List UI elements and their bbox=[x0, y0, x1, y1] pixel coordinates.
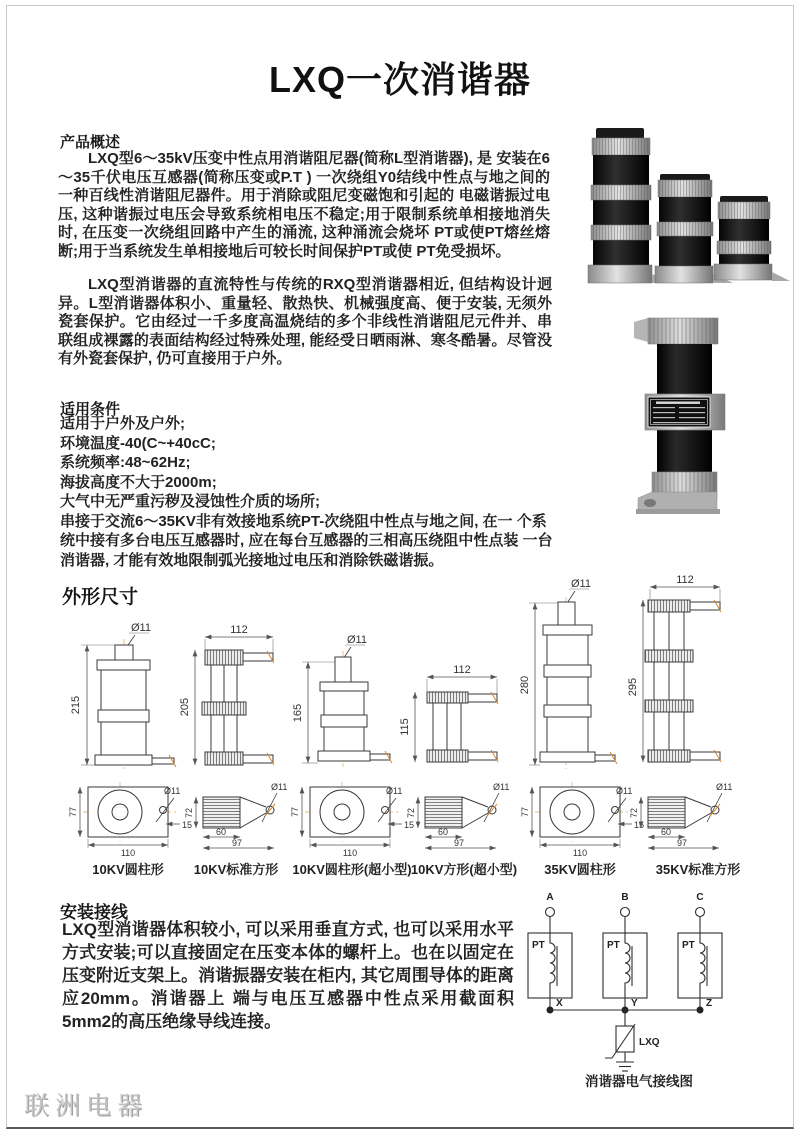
overview-paragraph-2: LXQ型消谐器的直流特性与传统的RXQ型消谐器相近, 但结构设计迥 异。L型消谐器体积小、重量轻、散热快、机械强度高、便于安装, 无须外瓷套保护。它由经过一千多度高温烧结的多个非线性消谐阻尼元件并、串联组成裸露的表面结构经过特殊处理, 能经受日晒雨淋、寒冬酷暑。尽管没有外瓷套保护, 仍可直接用于户外。 bbox=[58, 276, 552, 368]
dim-label-hole: Ø11 bbox=[616, 786, 633, 796]
drawing-caption: 35KV标准方形 bbox=[655, 862, 741, 877]
dim-label-hole: Ø11 bbox=[493, 782, 510, 792]
dim-label-width-inner: 60 bbox=[437, 827, 449, 837]
dim-label-offset: 15 bbox=[182, 820, 193, 830]
dim-label-width-outer: 97 bbox=[231, 838, 243, 848]
dim-label-width: 112 bbox=[676, 574, 694, 586]
drawing-caption: 10KV标准方形 bbox=[193, 862, 279, 877]
dim-label-width-inner: 60 bbox=[660, 827, 672, 837]
drawing-caption: 10KV圆柱形 bbox=[92, 862, 164, 877]
cylinder-small bbox=[714, 196, 790, 281]
watermark: 联洲电器 bbox=[24, 1092, 149, 1120]
pt-label: PT bbox=[607, 940, 620, 951]
drawing-side-view-square-10kv bbox=[184, 782, 287, 848]
condition-item: 适用于户外及户外; bbox=[60, 415, 185, 432]
dim-label-hole: Ø11 bbox=[716, 782, 733, 792]
drawing-side-view-square-10kv-mini bbox=[406, 782, 509, 848]
dim-label-hole: Ø11 bbox=[131, 622, 151, 634]
mount-ear bbox=[634, 318, 648, 342]
dim-label-width: 110 bbox=[120, 848, 136, 858]
condition-item: 串接于交流6～35KV非有效接地系统PT-次绕阻中性点与地之间, 在一 个系统中接有多台电压互感器时, 应在每台互感器的三相高压绕阻中性点装 一台消谐器, 才能有效地限制弧光接地过电压和消除铁磁谐振。 bbox=[60, 512, 553, 569]
dim-label-hole: Ø11 bbox=[347, 634, 367, 646]
dim-label-height: 295 bbox=[627, 677, 639, 697]
dim-label-width-outer: 97 bbox=[676, 838, 688, 848]
dim-label-height: 72 bbox=[629, 807, 639, 819]
phase-label: B bbox=[621, 892, 629, 903]
dim-label-hole: Ø11 bbox=[571, 578, 591, 590]
dim-label-height: 77 bbox=[520, 806, 530, 818]
drawing-side-205 bbox=[179, 624, 274, 765]
dim-label-height: 72 bbox=[184, 807, 194, 819]
condition-item: 环境温度-40(C~+40cC; bbox=[60, 434, 216, 452]
condition-item: 海拔高度不大于2000m; bbox=[60, 473, 217, 491]
condition-item: 大气中无严重污秽及浸蚀性介质的场所; bbox=[60, 493, 320, 510]
drawing-side-view-square-35kv bbox=[629, 782, 732, 848]
drawing-front-215 bbox=[70, 622, 176, 769]
drawing-top-view-cylindrical-10kv bbox=[68, 782, 192, 858]
drawing-top-view-cylindrical-35kv bbox=[520, 782, 644, 858]
phase-b-branch bbox=[603, 892, 647, 1014]
node-label: X bbox=[556, 998, 563, 1009]
drawing-front-165 bbox=[292, 634, 392, 767]
dimension-drawings-row2 bbox=[40, 780, 795, 880]
dim-label-hole: Ø11 bbox=[271, 782, 288, 792]
dim-label-height: 72 bbox=[406, 807, 416, 819]
dim-label-height: 77 bbox=[68, 806, 78, 818]
pt-label: PT bbox=[532, 940, 545, 951]
dimensions-heading: 外形尺寸 bbox=[62, 587, 139, 608]
dim-label-height: 165 bbox=[292, 703, 304, 723]
product-photo-single-unit bbox=[620, 310, 750, 530]
ground-symbol bbox=[616, 1052, 634, 1071]
dim-label-width: 110 bbox=[342, 848, 358, 858]
page-title: LXQ一次消谐器 bbox=[268, 59, 531, 100]
drawing-caption: 10KV方形(超小型) bbox=[410, 862, 518, 877]
dim-label-offset: 15 bbox=[404, 820, 415, 830]
device-label: LXQ bbox=[639, 1037, 660, 1048]
dim-label-height: 205 bbox=[179, 697, 191, 717]
node-label: Y bbox=[631, 998, 638, 1009]
product-photo-three-cylinders bbox=[562, 122, 794, 294]
phase-a-branch bbox=[528, 892, 572, 1014]
dim-label-width-outer: 97 bbox=[453, 838, 465, 848]
dim-label-width: 112 bbox=[230, 624, 248, 636]
dimension-drawings-row1 bbox=[35, 575, 795, 785]
pt-label: PT bbox=[682, 940, 695, 951]
phase-label: A bbox=[546, 892, 554, 903]
dim-label-width: 110 bbox=[572, 848, 588, 858]
dim-label-height: 280 bbox=[519, 675, 531, 695]
drawing-caption: 10KV圆柱形(超小型) bbox=[292, 862, 412, 877]
drawing-front-280 bbox=[519, 578, 617, 769]
dim-label-hole: Ø11 bbox=[164, 786, 181, 796]
drawing-side-295 bbox=[627, 574, 721, 762]
dim-label-width-inner: 60 bbox=[215, 827, 227, 837]
overview-paragraph-1: LXQ型6～35kV压变中性点用消谐阻尼器(简称L型消谐器), 是 安装在6～35千伏电压互感器(简称压变或P.T ) 一次绕组Y0结线中性点与地之间的一种百线性消谐阻尼器件。用于消除或阻尼变磁饱和引起的 电磁谐振过电压, 这种谐振过电压会导致系统相电压不稳定;用于限制系统单相接地消失时, 在压变一次绕组回路中产生的涌流, 这种涌流会烧坏 PT或使PT熔丝熔断;用于当系统发生单相接地后可较长时间保护PT或使 PT免受损坏。 bbox=[58, 150, 550, 260]
wiring-diagram bbox=[505, 888, 795, 1088]
dim-label-height: 77 bbox=[290, 806, 300, 818]
conditions-heading: 适用条件 bbox=[60, 401, 121, 418]
condition-item: 系统频率:48~62Hz; bbox=[60, 454, 191, 471]
phase-c-branch bbox=[678, 892, 722, 1014]
node-label: Z bbox=[706, 998, 713, 1009]
drawing-side-115 bbox=[399, 664, 498, 762]
phase-label: C bbox=[696, 892, 704, 903]
drawing-caption: 35KV圆柱形 bbox=[544, 862, 616, 877]
dim-label-offset: 15 bbox=[634, 820, 645, 830]
nameplate-assembly bbox=[645, 394, 725, 430]
dim-label-height: 115 bbox=[399, 718, 411, 736]
installation-text: LXQ型消谐器体积较小, 可以采用垂直方式, 也可以采用水平方式安装;可以直接固定在压变本体的螺杆上。也在以固定在压变附近支架上。消谐振器安装在柜内, 其它周围导体的距离应20mm。消谐器上 端与电压互感器中性点采用截面积5mm2的高压绝缘导线连接。 bbox=[62, 920, 514, 1031]
drawing-top-view-cylindrical-10kv-mini bbox=[290, 782, 414, 858]
lxq-varistor-symbol bbox=[605, 1024, 660, 1058]
dim-label-width: 112 bbox=[453, 664, 471, 676]
dim-label-hole: Ø11 bbox=[386, 786, 403, 796]
installation-heading: 安装接线 bbox=[60, 903, 128, 922]
wiring-caption: 消谐器电气接线图 bbox=[585, 1074, 693, 1089]
overview-heading: 产品概述 bbox=[60, 134, 121, 151]
dim-label-height: 215 bbox=[70, 695, 82, 715]
conditions-list bbox=[60, 414, 554, 570]
